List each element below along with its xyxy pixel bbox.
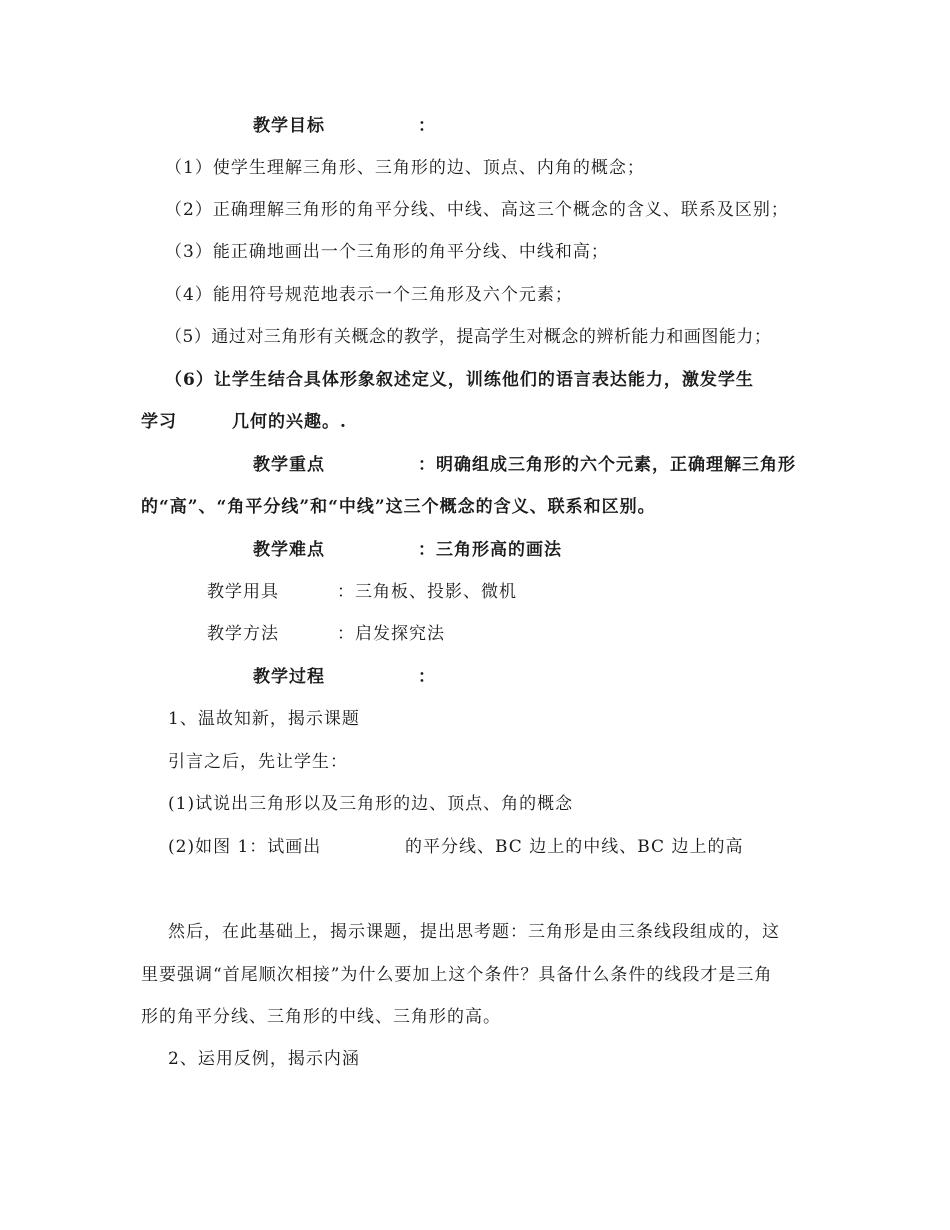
- process-question-2b: 的平分线、BC 边上的中线、BC 边上的高: [405, 837, 744, 857]
- goal-item-3: （3）能正确地画出一个三角形的角平分线、中线和高；: [165, 242, 609, 262]
- tools-label: 教学用具: [207, 582, 279, 602]
- process-step-1: 1、温故知新，揭示课题: [168, 709, 360, 729]
- method-text: ：启发探究法: [337, 624, 445, 644]
- key-points-line2: 的“高”、“角平分线”和“中线”这三个概念的含义、联系和区别。: [141, 497, 656, 517]
- key-points-line1: ：明确组成三角形的六个元素，正确理解三角形: [418, 455, 796, 475]
- goal-item-6-line2a: 学习: [141, 412, 177, 432]
- goals-colon: ：: [418, 116, 436, 136]
- goal-item-2: （2）正确理解三角形的角平分线、中线、高这三个概念的含义、联系及区别；: [165, 200, 789, 220]
- difficulty-text: ：三角形高的画法: [418, 540, 562, 560]
- process-intro: 引言之后，先让学生：: [168, 752, 348, 772]
- process-paragraph-line1: 然后，在此基础上，揭示课题，提出思考题：三角形是由三条线段组成的，这: [168, 922, 780, 942]
- process-paragraph-line2: 里要强调“首尾顺次相接”为什么要加上这个条件？具备什么条件的线段才是三角: [141, 965, 773, 985]
- goal-item-4: （4）能用符号规范地表示一个三角形及六个元素；: [165, 285, 573, 305]
- process-colon: ：: [418, 667, 436, 687]
- process-question-1: (1)试说出三角形以及三角形的边、顶点、角的概念: [168, 794, 574, 814]
- process-paragraph-line3: 形的角平分线、三角形的中线、三角形的高。: [141, 1007, 501, 1027]
- tools-text: ：三角板、投影、微机: [337, 582, 517, 602]
- goals-heading: 教学目标: [253, 116, 325, 136]
- process-question-2a: (2)如图 1：试画出: [168, 837, 322, 857]
- goal-item-6-line2b: 几何的兴趣。.: [232, 412, 347, 432]
- difficulty-heading: 教学难点: [253, 540, 325, 560]
- goal-item-6-line1: （6）让学生结合具体形象叙述定义，训练他们的语言表达能力，激发学生: [165, 370, 754, 390]
- key-points-heading: 教学重点: [253, 455, 325, 475]
- method-label: 教学方法: [207, 624, 279, 644]
- goal-item-5: （5）通过对三角形有关概念的教学，提高学生对概念的辨析能力和画图能力；: [165, 327, 772, 347]
- process-heading: 教学过程: [253, 667, 325, 687]
- process-step-2: 2、运用反例，揭示内涵: [168, 1049, 360, 1069]
- goal-item-1: （1）使学生理解三角形、三角形的边、顶点、内角的概念；: [165, 158, 645, 178]
